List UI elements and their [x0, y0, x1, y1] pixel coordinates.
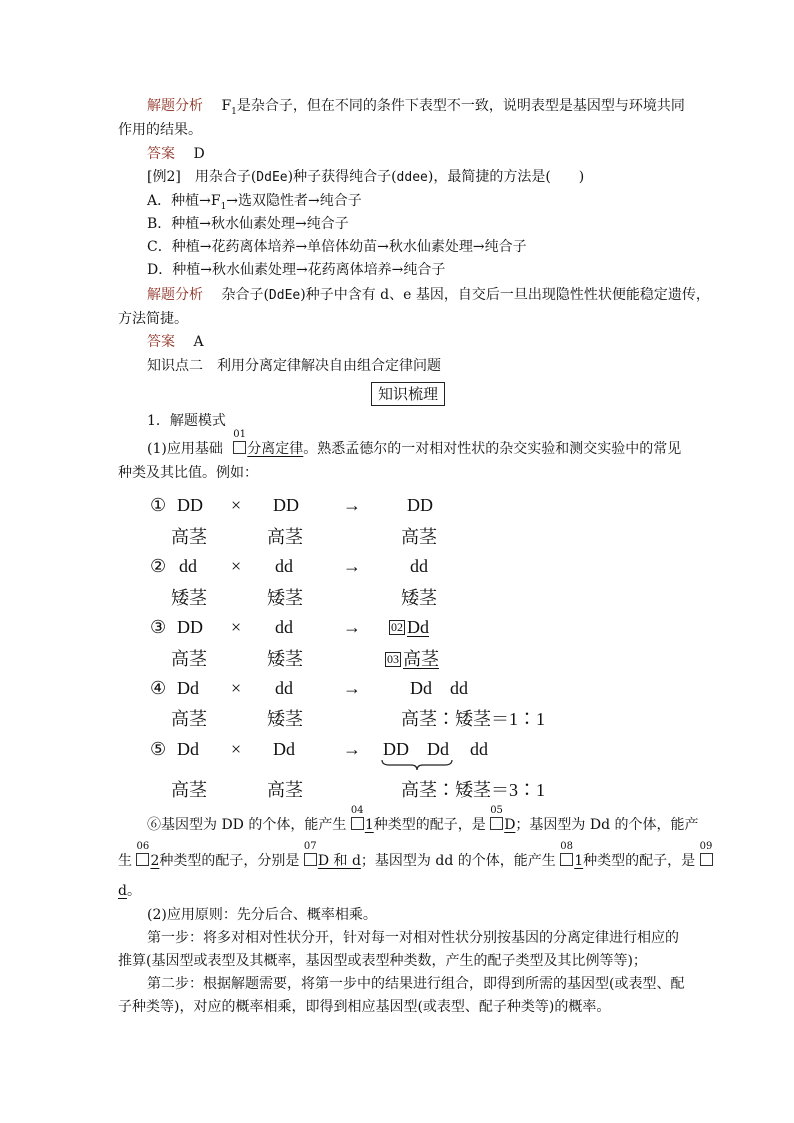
cross-3-parent-2: dd [275, 617, 293, 637]
cross-2-parent-1: dd [179, 556, 197, 576]
blank-04 [350, 805, 374, 835]
option-b: B．种植→秋水仙素处理→纯合子 [147, 216, 349, 232]
blank-square-icon [233, 441, 246, 454]
step-1-line-1: 第一步：将多对相对性状分开，针对每一对相对性状分别按基因的分离定律进行相应的 [147, 930, 679, 946]
example-2-question [147, 167, 584, 188]
cross-1-arrow: → [343, 495, 361, 515]
knowledge-point-heading: 知识点二 利用分离定律解决自由组合定律问题 [147, 358, 441, 374]
ex2-text-3: )，最简捷的方法是( ) [427, 169, 585, 185]
brace-icon [381, 759, 453, 771]
blank-answer: 高茎 [403, 649, 439, 669]
analysis-text: F [221, 98, 232, 114]
cross-3-trait-1: 高茎 [171, 649, 207, 669]
blank-number: 03 [387, 652, 399, 666]
item-6-text-2: 种类型的配子，是 [373, 817, 486, 833]
blank-answer: d [118, 883, 127, 899]
item-6-text-6: ；基因型为 dd 的个体，能产生 [360, 853, 556, 869]
cross-3-parent-1: DD [177, 617, 203, 637]
cross-4-trait-2: 矮茎 [267, 709, 303, 729]
cross-3-arrow: → [343, 617, 361, 637]
step-2-line-1: 第二步：根据解题需要，将第一步中的结果进行组合，即得到所需的基因型(或表型、配 [147, 976, 685, 992]
blank-answer: 1 [574, 853, 584, 869]
cross-3-result [389, 616, 429, 638]
section-1-text: (1)应用基础 [147, 441, 223, 457]
blank-number: 02 [391, 620, 403, 634]
section-heading-1: 1．解题模式 [147, 413, 226, 429]
section-1-line-1 [147, 429, 682, 459]
knowledge-review-box: 知识梳理 [371, 382, 445, 406]
item-6-text: ⑥基因型为 DD 的个体，能产生 [147, 817, 347, 833]
cross-1-result-trait: 高茎 [401, 527, 437, 547]
option-c: C．种植→花药离体培养→单倍体幼苗→秋水仙素处理→纯合子 [147, 239, 527, 255]
blank-square-icon [560, 853, 573, 866]
analysis-text-cont: )种子中含有 d、e 基因，自交后一旦出现隐性性状便能稳定遗传， [300, 287, 710, 303]
blank-answer: D [504, 817, 516, 833]
analysis-line-1 [147, 96, 685, 122]
ex2-text: [例2] 用杂合子( [147, 169, 257, 185]
cross-3-times: × [231, 617, 242, 637]
cross-1-number: ① [150, 495, 167, 515]
cross-5-result-recessive: dd [470, 739, 488, 759]
analysis-text-cont: 是杂合子，但在不同的条件下表型不一致，说明表型是基因型与环境共同 [236, 98, 685, 114]
blank-answer: 分离定律 [247, 441, 304, 457]
blank-number: 07 [303, 841, 317, 852]
blank-09 [699, 841, 714, 871]
blank-07 [303, 841, 361, 871]
blank-number: 05 [490, 805, 503, 816]
cross-4-trait-1: 高茎 [171, 709, 207, 729]
blank-answer: 2 [150, 853, 160, 869]
ex2-genotype: DdEe [256, 170, 288, 185]
cross-1-parent-2: DD [273, 495, 299, 515]
cross-1-parent-1: DD [177, 495, 203, 515]
cross-5-arrow: → [343, 739, 361, 759]
option-a [147, 191, 362, 217]
analysis-2-line-1 [147, 285, 710, 306]
item-6-text-7: 种类型的配子，是 [583, 853, 696, 869]
item-6-line-2 [118, 841, 714, 871]
item-6-text-5: 种类型的配子，分别是 [159, 853, 300, 869]
section-1-text-2: 。熟悉孟德尔的一对相对性状的杂交实验和测交实验中的常见 [303, 441, 682, 457]
analysis-genotype: DdEe [268, 288, 301, 303]
blank-square-icon [136, 853, 149, 866]
answer-value: D [193, 146, 205, 162]
blank-answer: 1 [364, 817, 374, 833]
analysis-2-line-2: 方法简捷。 [118, 311, 188, 327]
cross-1-times: × [231, 495, 242, 515]
ex2-text-2: )种子获得纯合子( [287, 169, 397, 185]
answer-value: A [193, 334, 204, 350]
cross-3-result-trait [385, 648, 439, 670]
blank-square-icon [700, 853, 713, 866]
analysis-text: 杂合子( [221, 287, 269, 303]
cross-5-number: ⑤ [150, 739, 167, 759]
cross-1-trait-2: 高茎 [267, 527, 303, 547]
cross-2-result-trait: 矮茎 [401, 588, 437, 608]
item-6-line-3 [118, 881, 141, 901]
cross-2-trait-2: 矮茎 [267, 588, 303, 608]
cross-4-result-trait: 高茎∶矮茎＝1∶1 [401, 709, 545, 729]
step-1-line-2: 推算(基因型或表型及其概率，基因型或表型种类数，产生的配子类型及其比例等等)； [118, 953, 647, 969]
cross-2-trait-1: 矮茎 [171, 588, 207, 608]
cross-3-trait-2: 矮茎 [267, 649, 303, 669]
blank-number: 09 [699, 841, 713, 852]
step-2-line-2: 子种类等)，对应的概率相乘，即得到相应基因型(或表型、配子种类等)的概率。 [118, 999, 611, 1015]
cross-5-result-trait: 高茎∶矮茎＝3∶1 [401, 780, 545, 800]
cross-4-parent-1: Dd [177, 678, 199, 698]
cross-5-times: × [231, 739, 242, 759]
subscript: 1 [220, 201, 227, 212]
option-a-text: A．种植→F [147, 193, 221, 209]
cross-4-times: × [231, 678, 242, 698]
subscript: 1 [231, 106, 237, 117]
cross-1-trait-1: 高茎 [171, 527, 207, 547]
answer-label: 答案 [147, 146, 175, 162]
item-6-line-1 [147, 805, 699, 835]
item-6-text-3: ；基因型为 Dd 的个体，能产 [515, 817, 699, 833]
answer-2 [147, 332, 204, 352]
answer-label: 答案 [147, 334, 175, 350]
cross-5-result-dominant: DD Dd [383, 739, 449, 759]
cross-5-parent-2: Dd [273, 739, 295, 759]
blank-number: 04 [350, 805, 364, 816]
blank-01 [233, 429, 304, 459]
blank-square-icon [304, 853, 317, 866]
blank-number: 01 [233, 429, 247, 440]
answer-1 [147, 144, 205, 164]
cross-2-number: ② [150, 556, 167, 576]
analysis-line-2: 作用的结果。 [118, 122, 202, 138]
item-6-end: 。 [126, 883, 141, 899]
cross-5-trait-2: 高茎 [267, 780, 303, 800]
analysis-label: 解题分析 [147, 98, 203, 114]
blank-square-icon [351, 817, 364, 830]
cross-2-parent-2: dd [275, 556, 293, 576]
cross-2-arrow: → [343, 556, 361, 576]
section-1-line-2: 种类及其比值。例如： [118, 465, 258, 481]
cross-4-arrow: → [343, 678, 361, 698]
blank-number: 06 [136, 841, 150, 852]
option-a-text-2: →选双隐性者→纯合子 [226, 193, 362, 209]
blank-number: 08 [560, 841, 573, 852]
cross-2-result: dd [410, 556, 428, 576]
section-2-heading: (2)应用原则：先分后合、概率相乘。 [147, 907, 377, 923]
blank-05 [490, 805, 516, 835]
blank-06 [136, 841, 160, 871]
blank-answer: D 和 d [317, 853, 361, 869]
blank-answer: Dd [407, 617, 429, 637]
item-6-text-4: 生 [118, 853, 132, 869]
cross-4-parent-2: dd [275, 678, 293, 698]
cross-5-trait-1: 高茎 [171, 780, 207, 800]
blank-square-icon [490, 817, 503, 830]
cross-5-parent-1: Dd [177, 739, 199, 759]
analysis-label: 解题分析 [147, 287, 203, 303]
cross-2-times: × [231, 556, 242, 576]
option-d: D．种植→秋水仙素处理→花药离体培养→纯合子 [147, 262, 446, 278]
ex2-genotype-2: ddee [396, 170, 428, 185]
blank-08 [560, 841, 584, 871]
cross-1-result: DD [407, 495, 433, 515]
cross-3-number: ③ [150, 617, 167, 637]
cross-4-number: ④ [150, 678, 167, 698]
cross-4-result: Dd dd [410, 678, 468, 698]
